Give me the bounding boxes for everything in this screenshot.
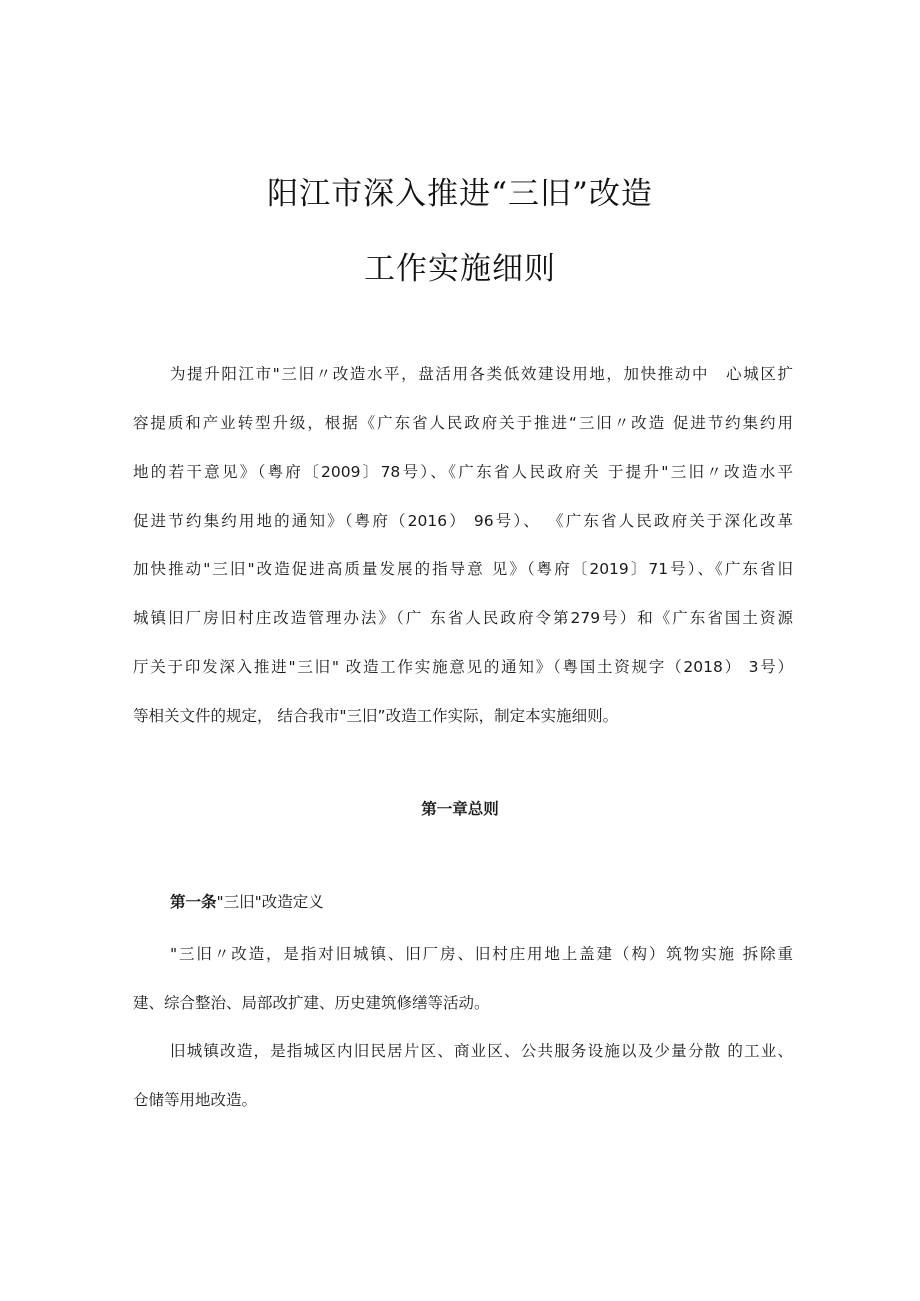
article-number: 第一条 [170, 893, 217, 911]
definition-line: "三旧〃改造，是指对旧城镇、旧厂房、旧村庄用地上盖建（构）筑物实施 拆除重 [170, 945, 793, 963]
preamble-line: 为提升阳江市"三旧〃改造水平，盘活用各类低效建设用地，加快推动中 心城区扩 [170, 365, 793, 383]
document-title-line-2: 工作实施细则 [364, 251, 556, 287]
old-town-line: 仓储等用地改造。 [133, 1091, 258, 1109]
old-town-line: 旧城镇改造，是指城区内旧民居片区、商业区、公共服务设施以及少量分散 的工业、 [170, 1042, 793, 1060]
preamble-line: 促进节约集约用地的通知》（粤府（2016） 96号）、 《广东省人民政府关于深化改革 [133, 512, 793, 530]
preamble-line: 加快推动"三旧"改造促进高质量发展的指导意 见》（粤府〔2019〕71号）、《广东省旧 [133, 560, 793, 578]
definition-line: 建、综合整治、局部改扩建、历史建筑修缮等活动。 [133, 994, 490, 1012]
article-1-heading [170, 890, 324, 912]
preamble-line: 厅关于印发深入推进"三旧" 改造工作实施意见的通知》（粤国土资规字（2018） 3号） [133, 658, 793, 676]
preamble-line: 容提质和产业转型升级，根据《广东省人民政府关于推进“三旧〃改造 促进节约集约用 [133, 414, 793, 432]
document-title-line-1: 阳江市深入推进“三旧”改造 [267, 176, 653, 212]
preamble-line: 城镇旧厂房旧村庄改造管理办法》（广 东省人民政府令第279号）和《广东省国土资源 [133, 609, 793, 627]
preamble-line: 等相关文件的规定， 结合我市"三旧”改造工作实际，制定本实施细则。 [133, 707, 619, 725]
article-heading-text: "三旧"改造定义 [216, 893, 324, 911]
chapter-title: 第一章总则 [421, 800, 499, 818]
preamble-line: 地的若干意见》（粤府〔2009〕78号）、《广东省人民政府关 于提升"三旧〃改造水平 [133, 463, 793, 481]
